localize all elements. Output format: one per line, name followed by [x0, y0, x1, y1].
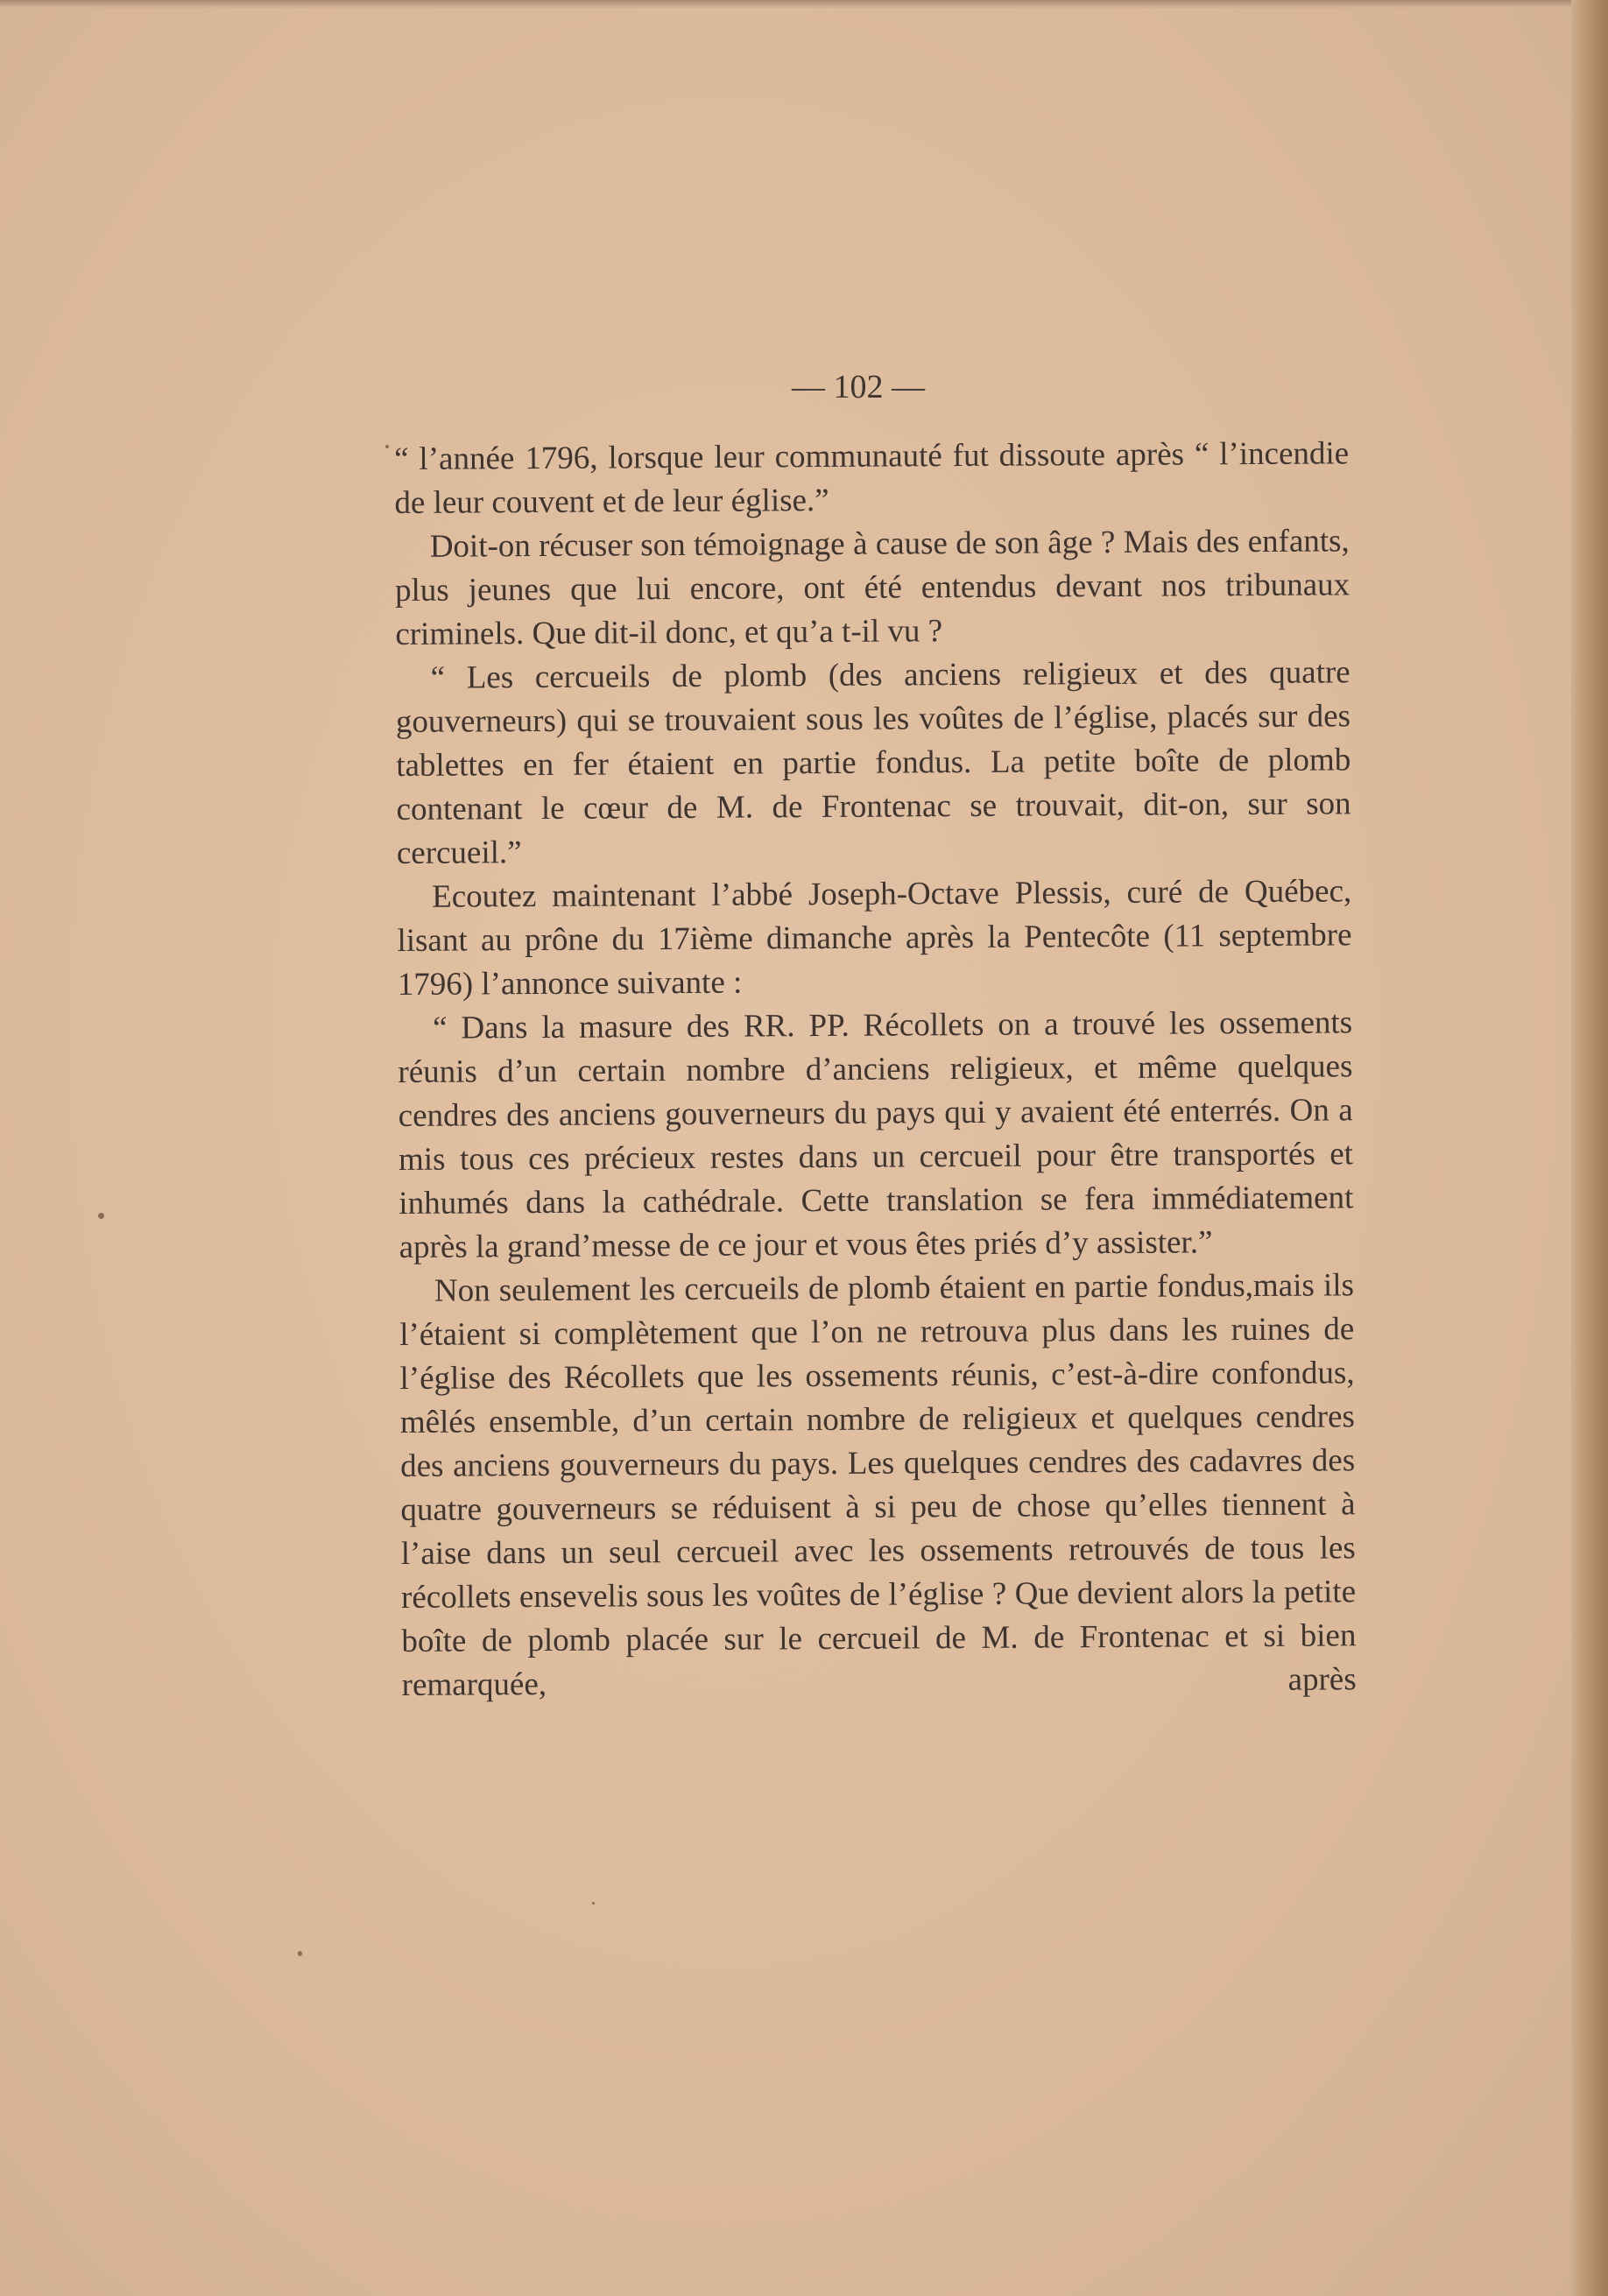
- paragraph: “ l’année 1796, lorsque leur communauté fut dissoute après “ l’incendie de leur couvent et de leur église.”: [394, 435, 1350, 521]
- paragraph: Doit-on récuser son témoignage à cause de son âge ? Mais des enfants, plus jeunes que lui encore, ont été entendus devant nos tribunaux criminels. Que dit-il donc, et qu’a t-il vu ?: [394, 523, 1351, 652]
- page-binding-edge: [1571, 0, 1608, 2296]
- paper-speck: [592, 1902, 595, 1905]
- paragraph: “ Dans la masure des RR. PP. Récollets on a trouvé les ossements réunis d’un certain nombre d’anciens religieux, et même quelques cendres des anciens gouverneurs du pays qui y avaient été enterrés. On a mis tous ces précieux restes dans un cercueil pour être transportés et inhumés dans la cathédrale. Cette translation se fera immédiatement après la grand’messe de ce jour et vous êtes priés d’y assister.”: [398, 1004, 1354, 1265]
- page-top-edge: [0, 0, 1608, 9]
- paper-speck: [385, 445, 389, 448]
- paragraph: Non seulement les cercueils de plomb étaient en partie fondus,mais ils l’étaient si complètement que l’on ne retrouva plus dans les ruines de l’église des Récollets que les ossements réunis, c’est-à-dire confondus, mêlés ensemble, d’un certain nombre de religieux et quelques cendres des anciens gouverneurs du pays. Les quelques cendres des cadavres des quatre gouverneurs se réduisent à si peu de chose qu’elles tiennent à l’aise dans un seul cercueil avec les ossements retrouvés de tous les récollets ensevelis sous les voûtes de l’église ? Que devient alors la petite boîte de plomb placée sur le cercueil de M. de Frontenac et si bien remarquée, après: [399, 1267, 1357, 1703]
- paper-speck: [298, 1951, 302, 1956]
- paragraph: Ecoutez maintenant l’abbé Joseph-Octave Plessis, curé de Québec, lisant au prône du 17ième dimanche après la Pentecôte (11 septembre 1796) l’annonce suivante :: [397, 873, 1352, 1003]
- body-text: [394, 432, 1357, 1708]
- paragraph: “ Les cercueils de plomb (des anciens religieux et des quatre gouverneurs) qui se trouvaient sous les voûtes de l’église, placés sur des tablettes en fer étaient en partie fondus. La petite boîte de plomb contenant le cœur de M. de Frontenac se trouvait, dit-on, sur son cercueil.”: [395, 654, 1351, 871]
- page-number: — 102 —: [792, 369, 925, 405]
- paper-speck: [98, 1213, 104, 1219]
